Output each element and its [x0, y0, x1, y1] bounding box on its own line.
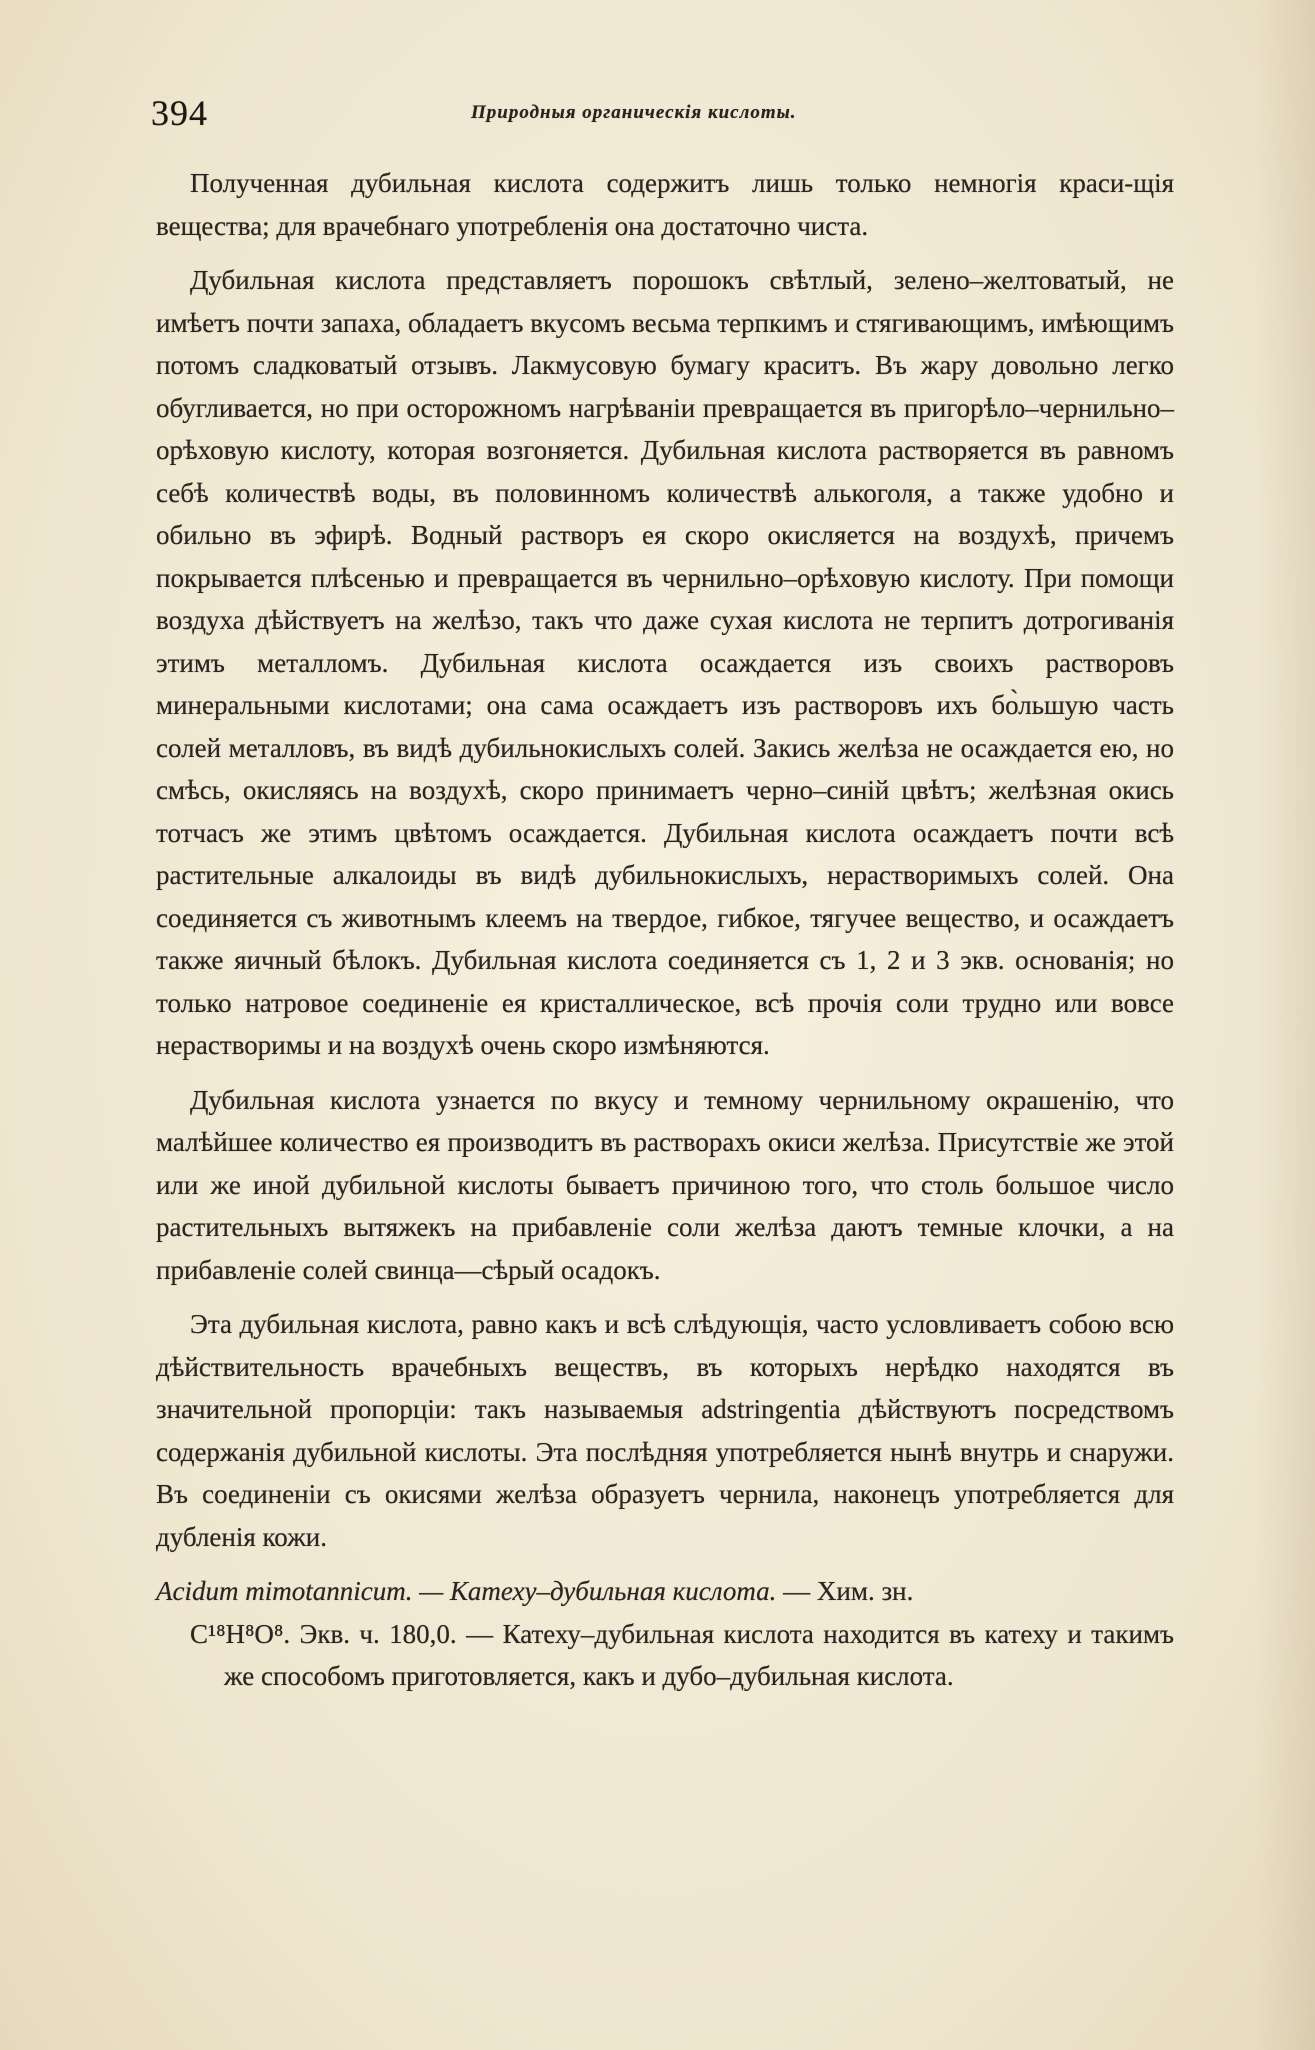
entry-russian-title: — Катеху–дубильная кислота. — [419, 1576, 777, 1606]
paragraph-2: Дубильная кислота представляетъ порошокъ свѣтлый, зелено–желтоватый, не имѣетъ почти запаха, обладаетъ вкусомъ весьма терпкимъ и стягивающимъ, имѣющимъ потомъ сладковатый отзывъ. Лакмусовую бумагу краситъ. Въ жару довольно легко обугливается, но при осторожномъ нагрѣваніи превращается въ пригорѣло–чернильно–орѣховую кислоту, которая возгоняется. Дубильная кислота растворяется въ равномъ себѣ количествѣ воды, въ половинномъ количествѣ алькоголя, а также удобно и обильно въ эфирѣ. Водный растворъ ея скоро окисляется на воздухѣ, причемъ покрывается плѣсенью и превращается въ чернильно–орѣховую кислоту. При помощи воздуха дѣйствуетъ на желѣзо, такъ что даже сухая кислота не терпитъ дотрогиванія этимъ металломъ. Дубильная кислота осаждается изъ своихъ растворовъ минеральными кислотами; она сама осаждаетъ изъ растворовъ ихъ бо̀льшую часть солей металловъ, въ видѣ дубильнокислыхъ солей. Закись желѣза не осаждается ею, но смѣсь, окисляясь на воздухѣ, скоро принимаетъ черно–синій цвѣтъ; желѣзная окись тотчасъ же этимъ цвѣтомъ осаждается. Дубильная кислота осаждаетъ почти всѣ растительные алкалоиды въ видѣ дубильнокислыхъ, нерастворимыхъ солей. Она соединяется съ животнымъ клеемъ на твердое, гибкое, тягучее вещество, и осаждаетъ также яичный бѣлокъ. Дубильная кислота соединяется съ 1, 2 и 3 экв. основанія; но только натровое соединеніе ея кристаллическое, всѣ прочія соли трудно или вовсе нерастворимы и на воздухѣ очень скоро измѣняются. — [156, 265, 1174, 1060]
page-header — [151, 92, 1170, 132]
entry-heading — [156, 1570, 1174, 1613]
entry-body: C¹⁸H⁸O⁸. Экв. ч. 180,0. — Катеху–дубильная кислота находится въ катеху и такимъ же способомъ приготовляется, какъ и дубо–дубильная кислота. — [190, 1618, 1174, 1691]
paragraph-1: Полученная дубильная кислота содержитъ лишь только немногія краси-щія вещества; для врачебнаго употребленія она достаточно чиста. — [156, 168, 1174, 241]
entry-chem-label: — Хим. зн. — [783, 1576, 914, 1606]
page-number: 394 — [151, 93, 208, 133]
running-title: Природныя органическія кислоты. — [471, 102, 797, 123]
dictionary-entry — [156, 1570, 1174, 1698]
paragraph-4: Эта дубильная кислота, равно какъ и всѣ слѣдующія, часто условливаетъ собою всю дѣйствительность врачебныхъ веществъ, въ которыхъ нерѣдко находятся въ значительной пропорціи: такъ называемыя adstringentia дѣйствуютъ посредствомъ содержанія дубильной кислоты. Эта послѣдняя употребляется нынѣ внутрь и снаружи. Въ соединеніи съ окисями желѣза образуетъ чернила, наконецъ употребляется для дубленія кожи. — [156, 1309, 1174, 1552]
paragraph-3: Дубильная кислота узнается по вкусу и темному чернильному окрашенію, что малѣйшее количество ея производитъ въ растворахъ окиси желѣза. Присутствіе же этой или же иной дубильной кислоты бываетъ причиною того, что столь большое число растительныхъ вытяжекъ на прибавленіе соли желѣза даютъ темные клочки, а на прибавленіе солей свинца—сѣрый осадокъ. — [156, 1084, 1174, 1285]
page-body — [156, 162, 1174, 1698]
entry-latin-title: Acidum mimotannicum. — [156, 1576, 413, 1606]
